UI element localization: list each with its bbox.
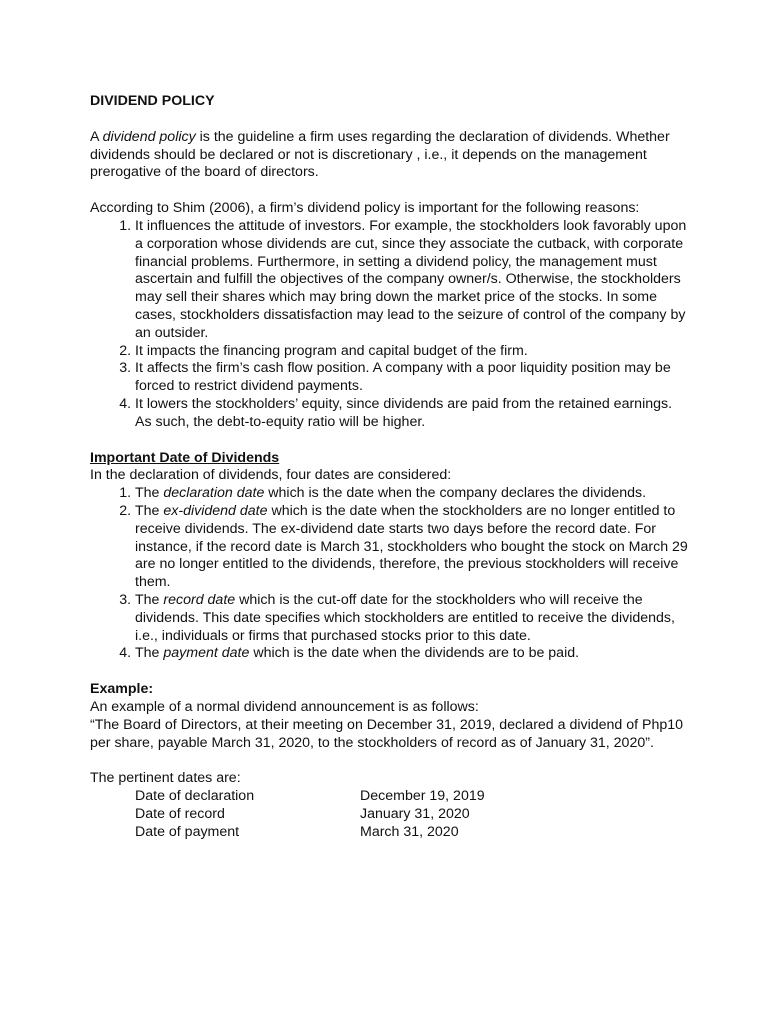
reasons-intro: According to Shim (2006), a firm’s dividend policy is important for the following reasons: (90, 200, 640, 217)
list-item: 4. The payment date which is the date when the dividends are to be paid. (135, 645, 690, 663)
date-value: March 31, 2020 (360, 823, 459, 840)
dividend-policy-term: dividend policy (102, 128, 196, 145)
date-value: January 31, 2020 (360, 805, 470, 822)
table-row (135, 788, 485, 806)
date-value: December 19, 2019 (360, 788, 485, 805)
pertinent-intro: The pertinent dates are: (90, 770, 241, 787)
list-item: 1. The declaration date which is the date when the company declares the dividends. (135, 485, 690, 503)
list-item: 1. It influences the attitude of investors. For example, the stockholders look favorably upon a corporation whose dividends are cut, since they associate the cutback, with corporate financial problems. Furthermore, in setting a dividend policy, the management must ascertain and fulfill the objectives of the company owner/s. Otherwise, the stockholders may sell their shares which may bring down the market price of the stocks. In some cases, stockholders dissatisfaction may lead to the seizure of control of the company by an outsider. (135, 218, 690, 343)
date-label: Date of payment (135, 823, 240, 840)
date-label: Date of declaration (135, 788, 255, 805)
reasons-list (90, 218, 690, 432)
document-title: DIVIDEND POLICY (90, 93, 215, 109)
intro-paragraph: A dividend policy is the guideline a firm uses regarding the declaration of dividends. Whether dividends should be declared or not is discretionary , i.e., it depends on the management prerogative of the board of directors. (90, 128, 670, 181)
dates-heading: Important Date of Dividends (90, 449, 280, 466)
list-item: 3. It affects the firm’s cash flow position. A company with a poor liquidity position may be forced to restrict dividend payments. (135, 360, 690, 396)
dates-list (90, 485, 690, 663)
dates-intro: In the declaration of dividends, four dates are considered: (90, 467, 452, 484)
list-item: 2. The ex-dividend date which is the date when the stockholders are no longer entitled to receive dividends. The ex-dividend date starts two days before the record date. For instance, if the record date is March 31, stockholders who bought the stock on March 29 are no longer entitled to the dividends, therefore, the previous stockholders will receive them. (135, 503, 690, 592)
list-item: 3. The record date which is the cut-off date for the stockholders who will receive the dividends. This date specifies which stockholders are entitled to receive the dividends, i.e., individuals or firms that purchased stocks prior to this date. (135, 592, 690, 645)
date-label: Date of record (135, 805, 225, 822)
list-item: 4. It lowers the stockholders’ equity, since dividends are paid from the retained earnings. As such, the debt-to-equity ratio will be higher. (135, 396, 690, 432)
example-heading: Example: (90, 681, 154, 698)
pertinent-dates-table (135, 788, 485, 841)
example-quote: “The Board of Directors, at their meeting on December 31, 2019, declared a dividend of Php10 per share, payable March 31, 2020, to the stockholders of record as of January 31, 2020”. (90, 716, 684, 751)
document-body (90, 93, 690, 841)
table-row (135, 806, 485, 824)
list-item: 2. It impacts the financing program and capital budget of the firm. (135, 343, 690, 361)
table-row (135, 824, 485, 842)
example-intro: An example of a normal dividend announcement is as follows: (90, 698, 479, 715)
